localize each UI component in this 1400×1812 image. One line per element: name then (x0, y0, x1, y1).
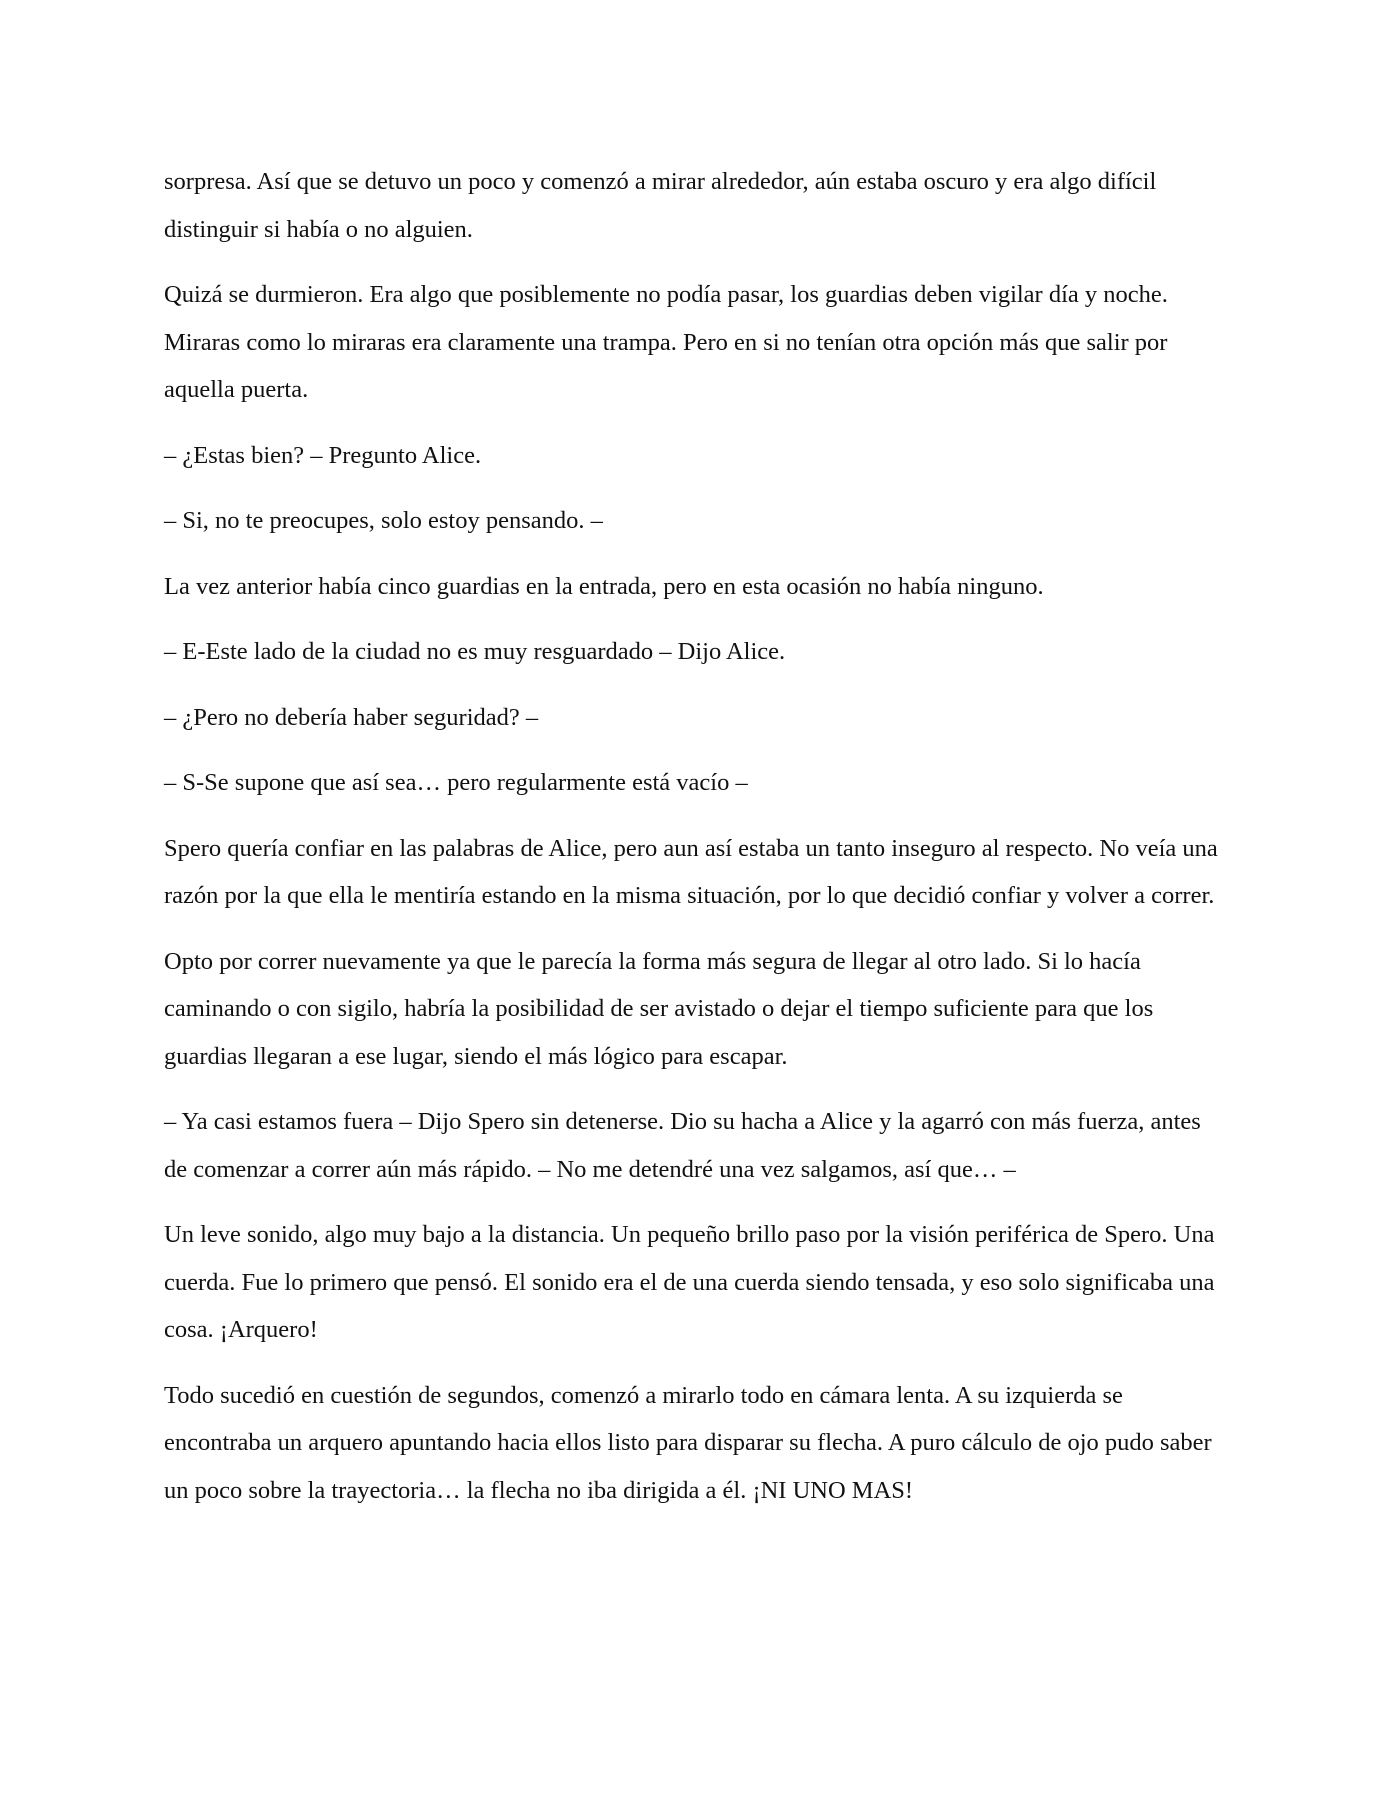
paragraph-3: La vez anterior había cinco guardias en la entrada, pero en esta ocasión no había ninguno. (164, 572, 1044, 600)
paragraph-5: Opto por correr nuevamente ya que le parecía la forma más segura de llegar al otro lado. Si lo hacía caminando o con sigilo, habría la posibilidad de ser avistado o dejar el tiempo suficiente para que los guardias llegaran a ese lugar, siendo el más lógico para escapar. (164, 947, 1154, 1070)
paragraph-2: Quizá se durmieron. Era algo que posiblemente no podía pasar, los guardias deben vigilar día y noche. Miraras como lo miraras era claramente una trampa. Pero en si no tenían otra opción más que salir por aquella puerta. (164, 281, 1168, 403)
dialogue-line-5: – S-Se supone que así sea… pero regularmente está vacío – (164, 769, 748, 796)
paragraph-1: sorpresa. Así que se detuvo un poco y comenzó a mirar alrededor, aún estaba oscuro y era algo difícil distinguir si había o no alguien. (164, 168, 1157, 243)
dialogue-line-1: – ¿Estas bien? – Pregunto Alice. (164, 441, 482, 469)
paragraph-8: Todo sucedió en cuestión de segundos, comenzó a mirarlo todo en cámara lenta. A su izquierda se encontraba un arquero apuntando hacia ellos listo para disparar su flecha. A puro cálculo de ojo pudo saber un poco sobre la trayectoria… la flecha no iba dirigida a él. ¡NI UNO MAS! (164, 1381, 1212, 1504)
dialogue-line-2: – Si, no te preocupes, solo estoy pensando. – (164, 507, 603, 534)
dialogue-line-3: – E-Este lado de la ciudad no es muy resguardado – Dijo Alice. (164, 638, 786, 665)
paragraph-7: Un leve sonido, algo muy bajo a la distancia. Un pequeño brillo paso por la visión periférica de Spero. Una cuerda. Fue lo primero que pensó. El sonido era el de una cuerda siendo tensada, y eso solo significaba una cosa. ¡Arquero! (164, 1221, 1215, 1343)
dialogue-paragraph-6: – Ya casi estamos fuera – Dijo Spero sin detenerse. Dio su hacha a Alice y la agarró con más fuerza, antes de comenzar a correr aún más rápido. – No me detendré una vez salgamos, así que… – (164, 1108, 1201, 1183)
dialogue-line-4: – ¿Pero no debería haber seguridad? – (164, 703, 539, 731)
paragraph-4: Spero quería confiar en las palabras de Alice, pero aun así estaba un tanto inseguro al respecto. No veía una razón por la que ella le mentiría estando en la misma situación, por lo que decidió confiar y volver a correr. (164, 834, 1218, 909)
document-body (164, 158, 1229, 1532)
